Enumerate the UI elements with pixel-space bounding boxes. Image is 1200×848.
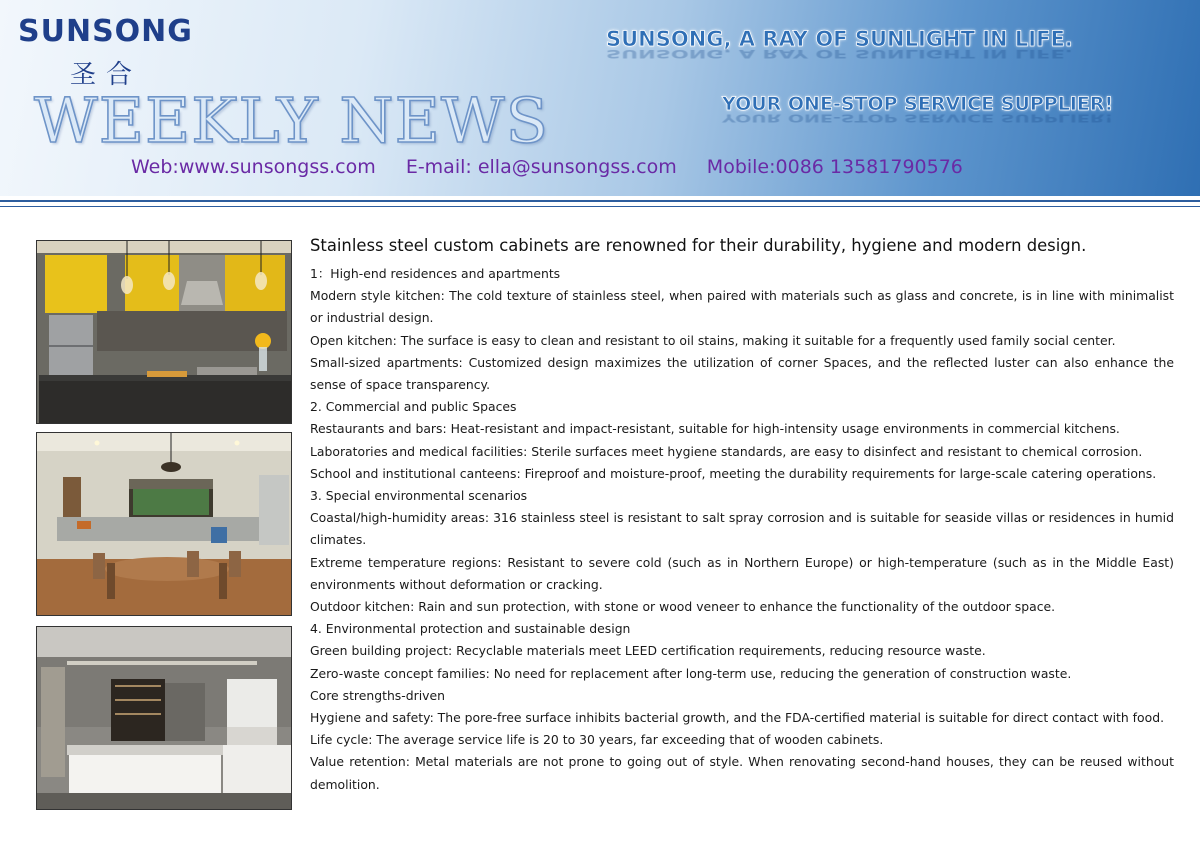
- slogan-sunlight: SUNSONG, A RAY OF SUNLIGHT IN LIFE.: [606, 27, 1073, 51]
- paragraph-outdoor-kitchen: Outdoor kitchen: Rain and sun protection, with stone or wood veneer to enhance the functionality of the outdoor space.: [310, 599, 1056, 615]
- paragraph-value-retention: Value retention: Metal materials are not prone to going out of style. When renovating second-hand houses, they can be reused without demolition.: [310, 754, 1174, 792]
- sunsong-logo: [18, 14, 208, 90]
- paragraph-green-building: Green building project: Recyclable materials meet LEED certification requirements, reducing resource waste.: [310, 643, 986, 659]
- slogan-service-reflection: YOUR ONE-STOP SERVICE SUPPLIER!: [722, 111, 1114, 125]
- article: [310, 236, 1174, 796]
- logo-chinese-name: 圣合: [70, 60, 143, 90]
- paragraph-laboratories: Laboratories and medical facilities: Sterile surfaces meet hygiene standards, are easy to disinfect and resistant to chemical corrosion.: [310, 443, 1143, 459]
- modern-white-kitchen-photo: [36, 626, 292, 810]
- header-divider-thin: [0, 206, 1200, 207]
- paragraph-open-kitchen: Open kitchen: The surface is easy to clean and resistant to oil stains, making it suitable for a frequently used family social center.: [310, 332, 1116, 348]
- paragraph-coastal: Coastal/high-humidity areas: 316 stainless steel is resistant to salt spray corrosion and is suitable for seaside villas or residences in humid climates.: [310, 510, 1174, 548]
- paragraph-small-apartments: Small-sized apartments: Customized design maximizes the utilization of corner Spaces, and the reflected luster can also enhance the sense of space transparency.: [310, 354, 1174, 393]
- section-heading-core-strengths: Core strengths-driven: [310, 687, 445, 703]
- paragraph-modern-kitchen: Modern style kitchen: The cold texture of stainless steel, when paired with materials such as glass and concrete, is in line with minimalist or industrial design.: [310, 288, 1174, 326]
- paragraph-life-cycle: Life cycle: The average service life is 20 to 30 years, far exceeding that of wooden cabinets.: [310, 732, 884, 748]
- newsletter-header: [0, 0, 1200, 196]
- paragraph-canteens: School and institutional canteens: Fireproof and moisture-proof, meeting the durability requirements for large-scale catering operations.: [310, 465, 1157, 481]
- newsletter-title: WEEKLY NEWS: [34, 84, 550, 157]
- paragraph-extreme-temperature: Extreme temperature regions: Resistant to severe cold (such as in Northern Europe) or high-temperature (such as in the Middle East) environments without deformation or cracking.: [310, 554, 1174, 592]
- slogan-sunlight-reflection: SUNSONG, A RAY OF SUNLIGHT IN LIFE.: [606, 47, 1073, 61]
- paragraph-hygiene-safety: Hygiene and safety: The pore-free surface inhibits bacterial growth, and the FDA-certified material is suitable for direct contact with food.: [310, 710, 1165, 726]
- website-link[interactable]: Web:www.sunsongss.com: [131, 156, 376, 178]
- section-heading-sustainable: 4. Environmental protection and sustainable design: [310, 621, 631, 637]
- mobile-number: Mobile:0086 13581790576: [706, 156, 963, 178]
- article-body: [310, 263, 1174, 796]
- paragraph-restaurants: Restaurants and bars: Heat-resistant and impact-resistant, suitable for high-intensity usage environments in commercial kitchens.: [310, 421, 1120, 437]
- section-heading-special-scenarios: 3. Special environmental scenarios: [310, 488, 528, 504]
- logo-wordmark: SUNSONG: [18, 14, 193, 49]
- dining-kitchen-photo: [36, 432, 292, 616]
- article-headline: Stainless steel custom cabinets are renowned for their durability, hygiene and modern design.: [310, 236, 1087, 255]
- section-heading-residences: 1：High-end residences and apartments: [310, 266, 561, 281]
- section-heading-commercial: 2. Commercial and public Spaces: [310, 399, 517, 415]
- slogan-service: YOUR ONE-STOP SERVICE SUPPLIER!: [722, 93, 1114, 115]
- email-link[interactable]: E-mail: ella@sunsongss.com: [405, 156, 677, 178]
- contact-line: [131, 156, 987, 178]
- yellow-kitchen-photo: [36, 240, 292, 424]
- header-divider-thick: [0, 200, 1200, 202]
- paragraph-zero-waste: Zero-waste concept families: No need for replacement after long-term use, reducing the generation of construction waste.: [310, 665, 1072, 681]
